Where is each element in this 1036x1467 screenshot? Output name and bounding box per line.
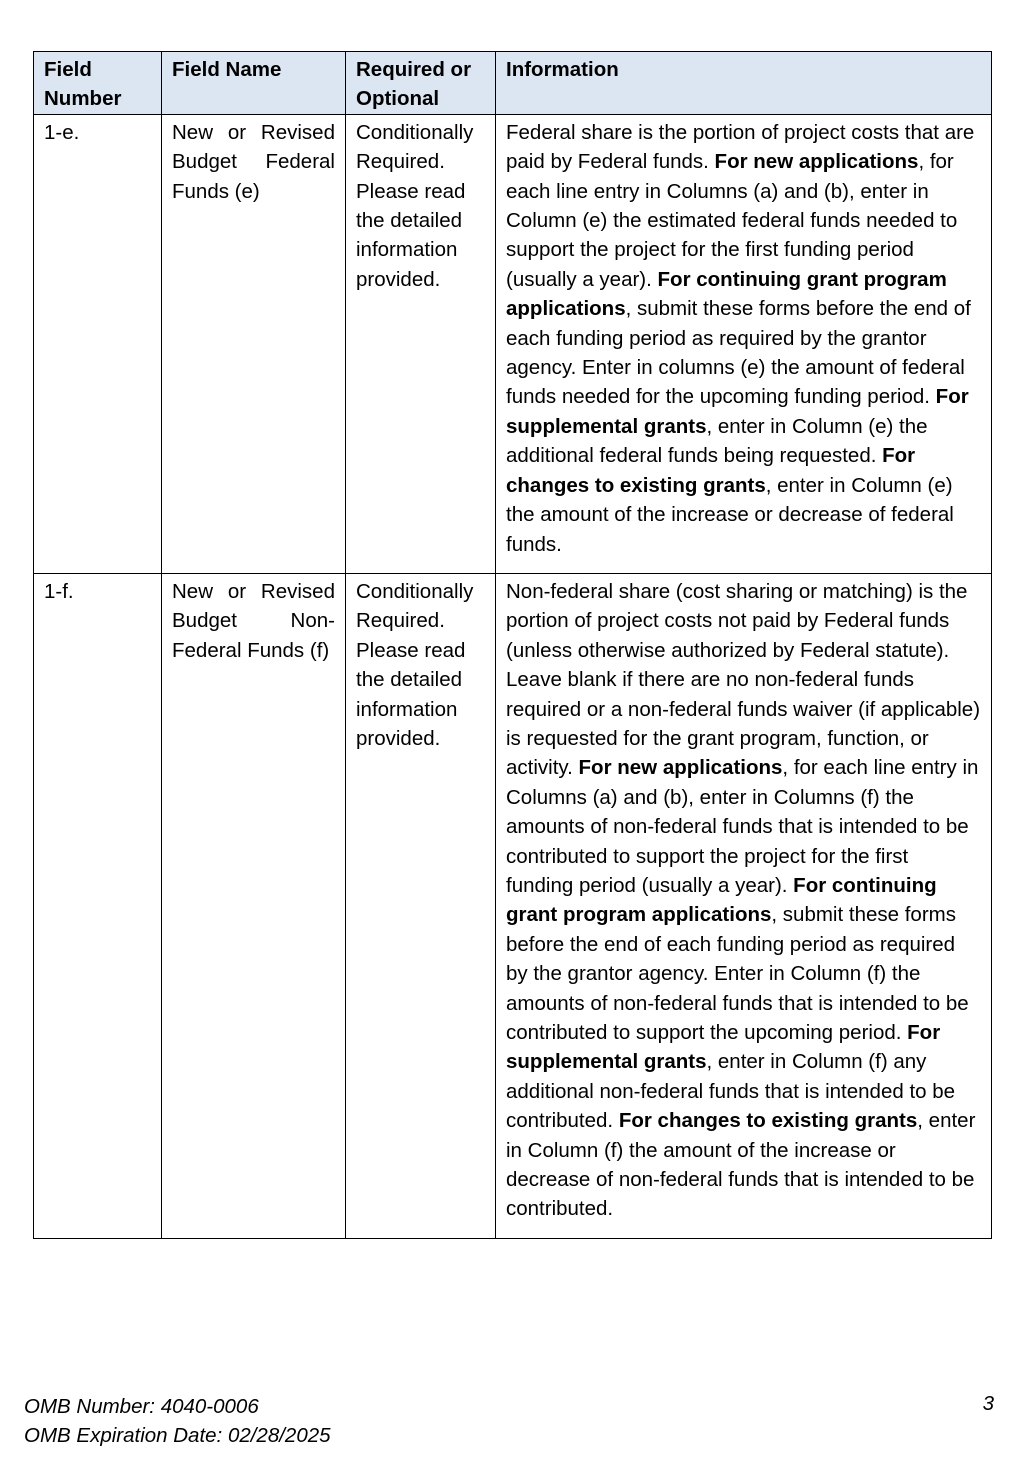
footer xyxy=(24,1392,331,1450)
table-row xyxy=(34,573,992,1238)
header-field-name: Field Name xyxy=(162,52,346,115)
page-number: 3 xyxy=(982,1392,994,1415)
header-required: Required or Optional xyxy=(346,52,496,115)
table-header-row xyxy=(34,52,992,115)
field-number-cell: 1-f. xyxy=(34,573,162,1238)
field-name-cell: New or Revised Budget Federal Funds (e) xyxy=(162,114,346,573)
field-number-cell: 1-e. xyxy=(34,114,162,573)
information-cell: Non-federal share (cost sharing or matching) is the portion of project costs not paid by Federal funds (unless otherwise authorized by Federal statute). Leave blank if there are no non-federal funds required or a non-federal funds waiver (if applicable) is requested for the grant program, function, or activity. For new applications, for each line entry in Columns (a) and (b), enter in Columns (f) the amounts of non-federal funds that is intended to be contributed to support the project for the first funding period (usually a year). For continuing grant program applications, submit these forms before the end of each funding period as required by the grantor agency. Enter in Column (f) the amounts of non-federal funds that is intended to be contributed to support the upcoming period. For supplemental grants, enter in Column (f) any additional non-federal funds that is intended to be contributed. For changes to existing grants, enter in Column (f) the amount of the increase or decrease of non-federal funds that is intended to be contributed. xyxy=(496,573,992,1238)
header-information: Information xyxy=(496,52,992,115)
field-instructions-table xyxy=(33,51,992,1239)
field-name-cell: New or Revised Budget Non-Federal Funds (f) xyxy=(162,573,346,1238)
information-cell: Federal share is the portion of project costs that are paid by Federal funds. For new applications, for each line entry in Columns (a) and (b), enter in Column (e) the estimated federal funds needed to support the project for the first funding period (usually a year). For continuing grant program applications, submit these forms before the end of each funding period as required by the grantor agency. Enter in columns (e) the amount of federal funds needed for the upcoming funding period. For supplemental grants, enter in Column (e) the additional federal funds being requested. For changes to existing grants, enter in Column (e) the amount of the increase or decrease of federal funds. xyxy=(496,114,992,573)
omb-number: OMB Number: 4040-0006 xyxy=(24,1395,259,1418)
omb-expiration-date: OMB Expiration Date: 02/28/2025 xyxy=(24,1424,331,1447)
required-cell: Conditionally Required. Please read the detailed information provided. xyxy=(346,573,496,1238)
required-cell: Conditionally Required. Please read the detailed information provided. xyxy=(346,114,496,573)
header-field-number: Field Number xyxy=(34,52,162,115)
table-row xyxy=(34,114,992,573)
